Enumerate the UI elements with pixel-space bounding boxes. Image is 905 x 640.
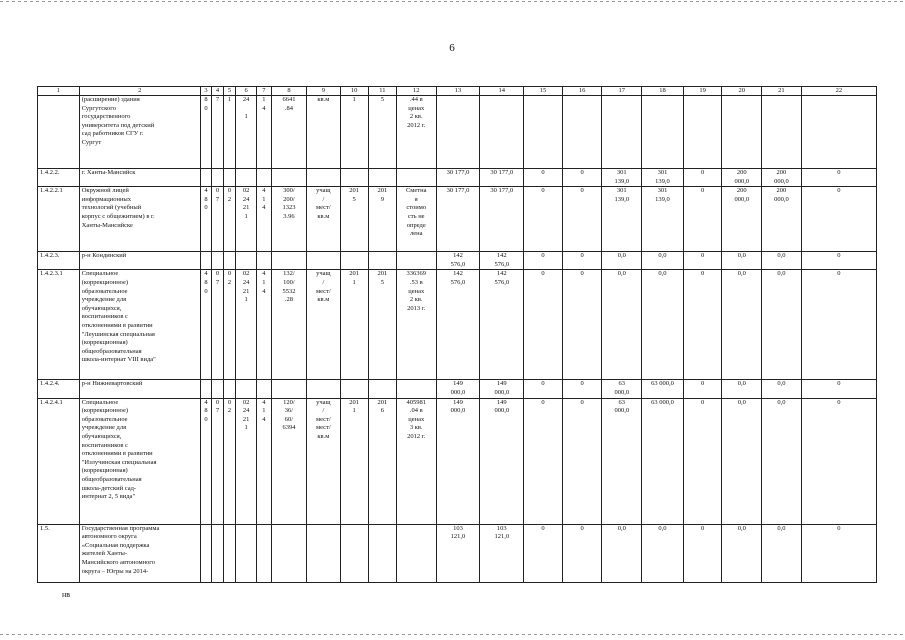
table-cell: 63 000,0 [642, 380, 684, 398]
table-cell: 0,0 [602, 270, 642, 380]
table-cell [396, 169, 436, 187]
table-cell: 4 8 0 [200, 187, 211, 252]
table-cell: 0 [562, 380, 602, 398]
table-cell [200, 252, 211, 270]
table-cell [223, 169, 236, 187]
table-cell [257, 169, 272, 187]
table-cell: 0 [683, 380, 722, 398]
table-cell [340, 169, 368, 187]
table-cell [340, 252, 368, 270]
table-cell: 201 6 [368, 398, 396, 524]
table-cell [396, 252, 436, 270]
table-cell: 4 1 4 [257, 270, 272, 380]
table-cell: 6641 .84 [271, 96, 306, 169]
table-cell: 149 000,0 [480, 380, 524, 398]
column-header: 7 [257, 87, 272, 96]
table-cell: р-н Кондинский [79, 252, 200, 270]
table-cell: 0 [524, 252, 563, 270]
table-cell: 0,0 [722, 380, 762, 398]
table-cell: Специальное (коррекционное) образовательное учреждение для обучающихся, воспитанников с отклонениями в развитии "Леушинская специальная (коррекционная) общеобразовательная школа-интернат VIII вида" [79, 270, 200, 380]
table-cell [340, 524, 368, 582]
table-cell [722, 96, 762, 169]
column-header: 3 [200, 87, 211, 96]
table-cell: 63 000,0 [602, 380, 642, 398]
table-cell: 63 000,0 [602, 398, 642, 524]
table-cell [38, 96, 80, 169]
table-cell [236, 252, 257, 270]
table-cell: кв.м [307, 96, 340, 169]
table-cell: 1.4.2.3. [38, 252, 80, 270]
table-cell: 1 [340, 96, 368, 169]
table-cell: 8 0 [200, 96, 211, 169]
table-cell: 201 5 [340, 187, 368, 252]
table-cell: 201 1 [340, 270, 368, 380]
table-cell [257, 380, 272, 398]
table-cell [271, 524, 306, 582]
table-cell: 142 576,0 [480, 270, 524, 380]
table-cell [368, 252, 396, 270]
table-cell: 0 7 [212, 270, 223, 380]
table-cell: 0,0 [722, 252, 762, 270]
table-cell [602, 96, 642, 169]
table-cell: 0 [562, 187, 602, 252]
table-cell [307, 169, 340, 187]
table-cell: 0 2 [223, 398, 236, 524]
table-cell [368, 380, 396, 398]
table-cell [212, 169, 223, 187]
table-cell: 0 [524, 270, 563, 380]
scan-bottom-edge [0, 634, 905, 635]
column-header: 10 [340, 87, 368, 96]
table-cell: 0,0 [642, 252, 684, 270]
table-cell: 301 139,0 [642, 169, 684, 187]
column-header: 19 [683, 87, 722, 96]
table-cell: Окружной лицей информационных технологий (учебный корпус с общежитием) в г. Ханты-Мансийске [79, 187, 200, 252]
table-cell: 120/ 36/ 60/ 6394 [271, 398, 306, 524]
table-cell: Государственная программа автономного округа «Социальная поддержка жителей Ханты- Мансийского автономного округа – Югры на 2014- [79, 524, 200, 582]
table-cell: 7 [212, 96, 223, 169]
column-header: 12 [396, 87, 436, 96]
table-cell: 4 8 0 [200, 270, 211, 380]
column-header: 18 [642, 87, 684, 96]
table-header-row [38, 87, 877, 96]
table-row [38, 398, 877, 524]
column-header: 2 [79, 87, 200, 96]
table-cell: 0 [562, 524, 602, 582]
table-cell [642, 96, 684, 169]
table-cell [683, 96, 722, 169]
table-cell: 0,0 [762, 524, 802, 582]
column-header: 14 [480, 87, 524, 96]
table-cell [212, 380, 223, 398]
column-header: 11 [368, 87, 396, 96]
table-cell [271, 252, 306, 270]
table-cell: 0 [562, 169, 602, 187]
table-cell: 4 1 4 [257, 187, 272, 252]
table-cell: 0 [683, 398, 722, 524]
table-cell: 149 000,0 [436, 380, 480, 398]
table-cell: 142 576,0 [436, 252, 480, 270]
table-cell [223, 524, 236, 582]
table-row [38, 169, 877, 187]
table-cell: 0 [801, 270, 876, 380]
table-cell: 1.4.2.3.1 [38, 270, 80, 380]
table-cell [762, 96, 802, 169]
table-cell: 0,0 [722, 398, 762, 524]
table-cell: 1.5. [38, 524, 80, 582]
table-cell: 0 7 [212, 187, 223, 252]
table-row [38, 252, 877, 270]
table-cell [212, 524, 223, 582]
table-cell: 1 4 [257, 96, 272, 169]
table-cell [307, 524, 340, 582]
table-cell [223, 252, 236, 270]
page-number: 6 [449, 42, 455, 54]
column-header: 21 [762, 87, 802, 96]
table-cell: 02 24 21 1 [236, 270, 257, 380]
table-cell: 0 [801, 187, 876, 252]
table-cell: 0 [562, 252, 602, 270]
table-cell: 300/ 200/ 1323 3.96 [271, 187, 306, 252]
table-cell: Сметна я стоимо сть не опреде лена [396, 187, 436, 252]
table-cell [271, 169, 306, 187]
table-cell: 0 [683, 187, 722, 252]
table-cell: 1.4.2.2. [38, 169, 80, 187]
table-cell: 0,0 [602, 524, 642, 582]
table-cell: р-н Нижневартовский [79, 380, 200, 398]
table-cell: учащ / мест/ кв.м [307, 270, 340, 380]
table-cell: 5 [368, 96, 396, 169]
table-cell: 0,0 [602, 252, 642, 270]
column-header: 22 [801, 87, 876, 96]
column-header: 17 [602, 87, 642, 96]
table-cell: 200 000,0 [722, 169, 762, 187]
table-cell: 200 000,0 [722, 187, 762, 252]
table-cell: 63 000,0 [642, 398, 684, 524]
column-header: 15 [524, 87, 563, 96]
table-row [38, 380, 877, 398]
table-cell: 0 2 [223, 270, 236, 380]
table-cell: 24 1 [236, 96, 257, 169]
table-cell: 0 2 [223, 187, 236, 252]
table-cell: 0 [683, 252, 722, 270]
table-cell: 301 139,0 [602, 187, 642, 252]
table-cell: 4 8 0 [200, 398, 211, 524]
table-cell: 0,0 [642, 270, 684, 380]
table-cell: 0,0 [762, 380, 802, 398]
column-header: 9 [307, 87, 340, 96]
table-cell: 405981 .04 в ценах 3 кв. 2012 г. [396, 398, 436, 524]
table-cell [307, 252, 340, 270]
table-cell [562, 96, 602, 169]
table-cell [223, 380, 236, 398]
column-header: 20 [722, 87, 762, 96]
table-cell: 0 7 [212, 398, 223, 524]
table-cell: 132/ 100/ 5532 .28 [271, 270, 306, 380]
table-row [38, 96, 877, 169]
table-cell: 0,0 [762, 398, 802, 524]
scan-top-edge [0, 1, 905, 2]
table-cell: 301 139,0 [642, 187, 684, 252]
table-row [38, 524, 877, 582]
table-cell: 0 [801, 398, 876, 524]
table-cell: 1.4.2.4. [38, 380, 80, 398]
table-cell [271, 380, 306, 398]
table-cell: 0 [562, 270, 602, 380]
table-row [38, 187, 877, 252]
table-cell: 201 9 [368, 187, 396, 252]
table-cell: 0,0 [722, 524, 762, 582]
table-cell: 0,0 [722, 270, 762, 380]
table-cell [368, 524, 396, 582]
table-cell: 0 [524, 398, 563, 524]
table-cell: 0 [801, 524, 876, 582]
table-cell: 0 [683, 524, 722, 582]
table-cell: 0 [524, 524, 563, 582]
table-cell: 103 121,0 [480, 524, 524, 582]
table-cell: 142 576,0 [480, 252, 524, 270]
table-row [38, 270, 877, 380]
table-cell [368, 169, 396, 187]
table-cell [396, 524, 436, 582]
table-cell [200, 169, 211, 187]
table-cell [396, 380, 436, 398]
table-cell: 02 24 21 1 [236, 187, 257, 252]
table-cell: 200 000,0 [762, 187, 802, 252]
table-cell: 103 121,0 [436, 524, 480, 582]
table-cell: 201 5 [368, 270, 396, 380]
table-cell: 30 177,0 [480, 169, 524, 187]
table-cell: 0 [801, 380, 876, 398]
table-cell: 0,0 [642, 524, 684, 582]
table-cell: 0 [524, 380, 563, 398]
table-cell: 0,0 [762, 270, 802, 380]
table-cell: 0 [683, 270, 722, 380]
column-header: 16 [562, 87, 602, 96]
table-cell: 201 1 [340, 398, 368, 524]
table-cell: 0 [801, 169, 876, 187]
table-cell: учащ / мест/ мест/ кв.м [307, 398, 340, 524]
column-header: 13 [436, 87, 480, 96]
table-cell: 0,0 [762, 252, 802, 270]
table-cell: 1 [223, 96, 236, 169]
column-header: 6 [236, 87, 257, 96]
table-cell [257, 252, 272, 270]
table-cell: 30 177,0 [480, 187, 524, 252]
table-cell [801, 96, 876, 169]
table-cell: 336369 .53 в ценах 2 кв. 2013 г. [396, 270, 436, 380]
table-cell: 4 1 4 [257, 398, 272, 524]
table-cell: 142 576,0 [436, 270, 480, 380]
table-cell [340, 380, 368, 398]
table-cell: 149 000,0 [436, 398, 480, 524]
table-cell: 30 177,0 [436, 169, 480, 187]
table-cell: 0 [683, 169, 722, 187]
column-header: 1 [38, 87, 80, 96]
table-cell: 149 000,0 [480, 398, 524, 524]
budget-table [37, 86, 877, 583]
table-cell: .44 в ценах 2 кв. 2012 г. [396, 96, 436, 169]
table-cell [236, 380, 257, 398]
table-cell [212, 252, 223, 270]
column-header: 5 [223, 87, 236, 96]
table-cell: Специальное (коррекционное) образовательное учреждение для обучающихся, воспитанников с отклонениями в развитии "Излучинская специальная (коррекционная) общеобразовательная школа-детский сад- интернат 2, 5 вида" [79, 398, 200, 524]
table-cell: учащ / мест/ кв.м [307, 187, 340, 252]
table-cell: г. Ханты-Мансийск [79, 169, 200, 187]
table-cell: 200 000,0 [762, 169, 802, 187]
table-cell: 1.4.2.2.1 [38, 187, 80, 252]
table-cell: 0 [801, 252, 876, 270]
table-cell [200, 380, 211, 398]
table-cell [524, 96, 563, 169]
table-cell: 30 177,0 [436, 187, 480, 252]
footer-mark: нв [62, 590, 71, 599]
table-cell: 0 [562, 398, 602, 524]
table-cell [200, 524, 211, 582]
table-cell [236, 524, 257, 582]
table-cell [480, 96, 524, 169]
table-cell [257, 524, 272, 582]
table-cell [436, 96, 480, 169]
table-cell: 02 24 21 1 [236, 398, 257, 524]
column-header: 4 [212, 87, 223, 96]
table-cell [236, 169, 257, 187]
table-cell: 301 139,0 [602, 169, 642, 187]
table-cell: 0 [524, 169, 563, 187]
table-cell: 1.4.2.4.1 [38, 398, 80, 524]
table-cell: 0 [524, 187, 563, 252]
table-cell: (расширение) здания Сургутского государственного университета под детский сад работников СГУ г. Сургут [79, 96, 200, 169]
table-cell [307, 380, 340, 398]
column-header: 8 [271, 87, 306, 96]
